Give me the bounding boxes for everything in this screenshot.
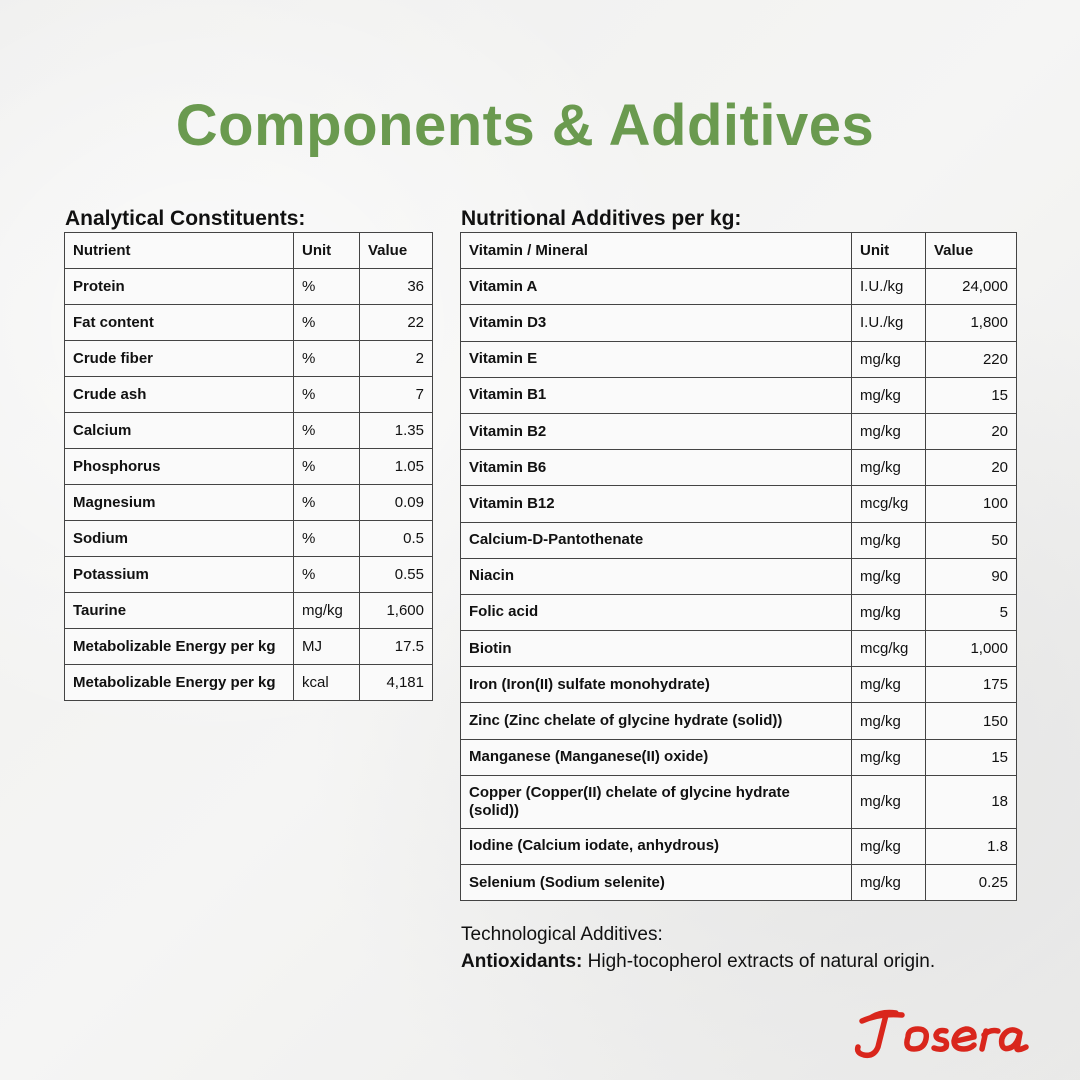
analytical-constituents-table (64, 232, 433, 701)
row-value: 1,000 (926, 631, 1017, 667)
row-value: 24,000 (926, 269, 1017, 305)
table-row (461, 269, 1017, 305)
row-value: 0.09 (360, 485, 433, 521)
row-value: 4,181 (360, 665, 433, 701)
column-header-vitamin-mineral: Vitamin / Mineral (461, 233, 852, 269)
table-row (65, 557, 433, 593)
row-value: 7 (360, 377, 433, 413)
row-name: Vitamin B6 (461, 450, 852, 486)
row-value: 220 (926, 341, 1017, 377)
row-value: 1.35 (360, 413, 433, 449)
table-row (461, 594, 1017, 630)
table-row (461, 450, 1017, 486)
row-value: 1.05 (360, 449, 433, 485)
row-name: Zinc (Zinc chelate of glycine hydrate (solid)) (461, 703, 852, 739)
table-row (461, 667, 1017, 703)
row-value: 15 (926, 377, 1017, 413)
row-unit: mg/kg (852, 522, 926, 558)
table-row (65, 665, 433, 701)
table-row (461, 341, 1017, 377)
row-unit: mg/kg (852, 667, 926, 703)
row-unit: mg/kg (852, 828, 926, 864)
row-name: Vitamin B12 (461, 486, 852, 522)
table-row (65, 521, 433, 557)
column-header-value: Value (360, 233, 433, 269)
row-value: 1,600 (360, 593, 433, 629)
row-name: Crude fiber (65, 341, 294, 377)
row-name: Calcium (65, 413, 294, 449)
table-row (461, 558, 1017, 594)
row-unit: mg/kg (852, 413, 926, 449)
row-value: 0.5 (360, 521, 433, 557)
table-row (65, 377, 433, 413)
row-name: Vitamin B1 (461, 377, 852, 413)
row-name: Vitamin B2 (461, 413, 852, 449)
row-name: Sodium (65, 521, 294, 557)
table-row (65, 629, 433, 665)
row-unit: mg/kg (852, 377, 926, 413)
row-value: 175 (926, 667, 1017, 703)
row-value: 18 (926, 775, 1017, 828)
row-value: 90 (926, 558, 1017, 594)
table-row (65, 593, 433, 629)
table-row (65, 449, 433, 485)
row-unit: mg/kg (294, 593, 360, 629)
row-value: 0.55 (360, 557, 433, 593)
row-name: Manganese (Manganese(II) oxide) (461, 739, 852, 775)
row-value: 1,800 (926, 305, 1017, 341)
column-header-value: Value (926, 233, 1017, 269)
row-name: Magnesium (65, 485, 294, 521)
row-name: Metabolizable Energy per kg (65, 629, 294, 665)
column-header-unit: Unit (852, 233, 926, 269)
technological-additives-heading: Technological Additives: (461, 924, 663, 945)
row-value: 15 (926, 739, 1017, 775)
row-unit: mg/kg (852, 558, 926, 594)
table-header-row (461, 233, 1017, 269)
row-unit: mg/kg (852, 775, 926, 828)
row-value: 2 (360, 341, 433, 377)
row-name: Vitamin E (461, 341, 852, 377)
row-value: 150 (926, 703, 1017, 739)
row-name: Potassium (65, 557, 294, 593)
column-header-nutrient: Nutrient (65, 233, 294, 269)
table-header-row (65, 233, 433, 269)
table-row (461, 305, 1017, 341)
column-header-unit: Unit (294, 233, 360, 269)
row-unit: % (294, 305, 360, 341)
row-unit: mg/kg (852, 703, 926, 739)
row-unit: mg/kg (852, 594, 926, 630)
table-row (65, 305, 433, 341)
row-name: Iron (Iron(II) sulfate monohydrate) (461, 667, 852, 703)
table-row (461, 413, 1017, 449)
antioxidants-line (461, 948, 935, 975)
row-value: 22 (360, 305, 433, 341)
table-row (65, 269, 433, 305)
row-name: Protein (65, 269, 294, 305)
row-name: Vitamin A (461, 269, 852, 305)
table-row (461, 865, 1017, 901)
nutritional-additives-table (460, 232, 1017, 901)
row-name: Taurine (65, 593, 294, 629)
row-unit: % (294, 269, 360, 305)
josera-wordmark (858, 1013, 1026, 1056)
table-row (461, 486, 1017, 522)
row-unit: mg/kg (852, 865, 926, 901)
row-unit: % (294, 341, 360, 377)
table-row (461, 828, 1017, 864)
table-row (65, 485, 433, 521)
nutritional-additives-heading: Nutritional Additives per kg: (461, 207, 742, 230)
row-name: Vitamin D3 (461, 305, 852, 341)
row-unit: % (294, 557, 360, 593)
row-value: 5 (926, 594, 1017, 630)
row-unit: mcg/kg (852, 486, 926, 522)
row-name: Selenium (Sodium selenite) (461, 865, 852, 901)
row-name: Niacin (461, 558, 852, 594)
josera-logo (850, 1003, 1046, 1067)
technological-additives (461, 921, 935, 975)
row-value: 0.25 (926, 865, 1017, 901)
analytical-constituents-heading: Analytical Constituents: (65, 207, 306, 230)
table-row (461, 775, 1017, 828)
antioxidants-label: Antioxidants: (461, 951, 583, 972)
row-unit: % (294, 521, 360, 557)
table-row (461, 377, 1017, 413)
row-value: 1.8 (926, 828, 1017, 864)
row-value: 36 (360, 269, 433, 305)
row-name: Fat content (65, 305, 294, 341)
row-unit: % (294, 449, 360, 485)
row-name: Copper (Copper(II) chelate of glycine hydrate (solid)) (461, 775, 852, 828)
row-value: 50 (926, 522, 1017, 558)
row-value: 20 (926, 413, 1017, 449)
row-name: Crude ash (65, 377, 294, 413)
row-unit: mcg/kg (852, 631, 926, 667)
antioxidants-text: High-tocopherol extracts of natural origin. (587, 951, 936, 972)
row-name: Folic acid (461, 594, 852, 630)
row-unit: mg/kg (852, 450, 926, 486)
table-row (461, 739, 1017, 775)
row-value: 17.5 (360, 629, 433, 665)
row-name: Biotin (461, 631, 852, 667)
row-value: 20 (926, 450, 1017, 486)
row-name: Metabolizable Energy per kg (65, 665, 294, 701)
row-unit: mg/kg (852, 341, 926, 377)
table-row (65, 413, 433, 449)
table-row (461, 703, 1017, 739)
row-unit: mg/kg (852, 739, 926, 775)
table-row (65, 341, 433, 377)
table-row (461, 631, 1017, 667)
row-name: Phosphorus (65, 449, 294, 485)
row-unit: I.U./kg (852, 305, 926, 341)
row-unit: % (294, 413, 360, 449)
row-name: Calcium-D-Pantothenate (461, 522, 852, 558)
row-name: Iodine (Calcium iodate, anhydrous) (461, 828, 852, 864)
row-unit: MJ (294, 629, 360, 665)
row-unit: % (294, 377, 360, 413)
row-value: 100 (926, 486, 1017, 522)
page-title: Components & Additives (175, 93, 875, 158)
row-unit: % (294, 485, 360, 521)
row-unit: I.U./kg (852, 269, 926, 305)
table-row (461, 522, 1017, 558)
row-unit: kcal (294, 665, 360, 701)
